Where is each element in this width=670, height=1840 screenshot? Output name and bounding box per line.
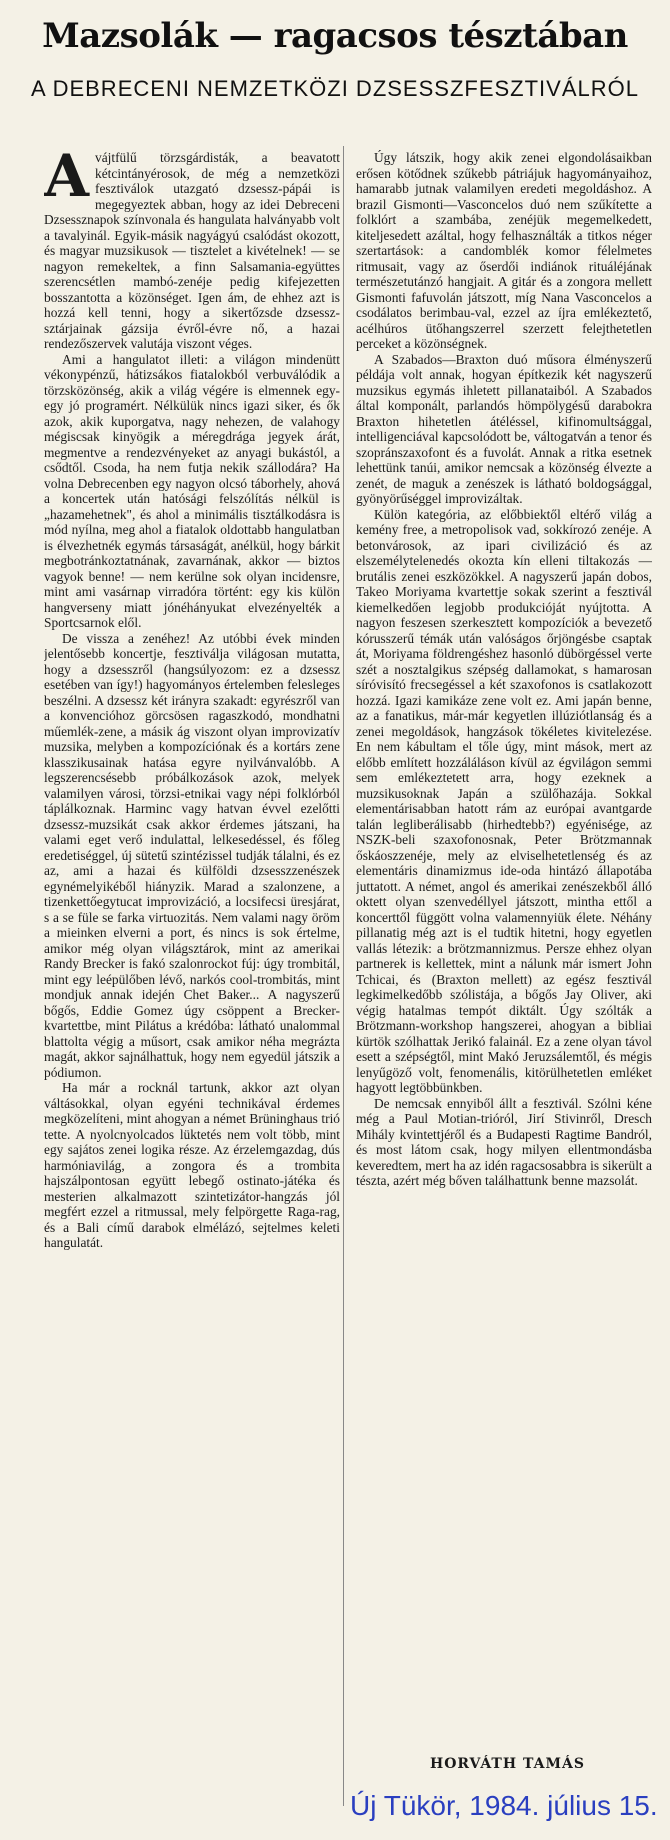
paragraph: De vissza a zenéhez! Az utóbbi évek minden jelentősebb koncertje, fesztiválja világosan mutatta, hogy a dzsesszről (hangsúlyozom: ez a dzsessz esetében van így!) hagyományos értelemben felesleges beszélni. A dzsessz két irányra szakadt: egyrészről van a konvencióhoz görcsösen ragaszkodó, mondhatni műemlék-zene, a másik ág viszont olyan improvizatív muzsika, melyben a kompozíciónak és a kortárs zene klasszikusainak hatása egyre nyilvánvalóbb. A legszerencsésebb próbálkozások azok, melyek valamilyen városi, törzsi-etnikai vagy népi folklórból táplálkoznak. Harminc vagy hatvan évvel ezelőtti dzsessz-muzsikát csak akkor érdemes játszani, ha valami eget verő indulattal, lelkesedéssel, és főleg eredetiséggel, új sütetű szintézissel tudják tálalni, és ez az, ami a hazai és külföldi dzsesszzenészek egynémelyikéből hiányzik. Marad a szalonzene, a tizenkettőegytucat improvizáció, a locsifecsi üresjárat, s a se füle se farka virtuozitás. Nem valami nagy öröm a mieinken elverni a port, és nincs is sok értelme, amikor még olyan világsztárok, mint az amerikai Randy Brecker is fakó szalonrockot fúj: úgy trombitál, mint egy leépülőben lévő, narkós cool-trombitás, mint mondjuk annak idején Chet Baker... A nagyszerű bőgős, Eddie Gomez úgy csöppent a Brecker-kvartettbe, mint Pilátus a krédóba: látható unalommal blattolta végig a műsort, csak amikor néha megrázta magát, akkor sajnálhattuk, hogy nem egyedül játszik a pódiumon. <box>44 630 340 1080</box>
paragraph: De nemcsak ennyiből állt a fesztivál. Szólni kéne még a Paul Motian-trióról, Jirí Stivinről, Dresch Mihály kvintettjéről és a Budapesti Ragtime Bandról, és most látom csak, hogy milyen ellentmondásba keveredtem, mert ha az idén ragacsosabbra is sikerült a tészta, azért még bőven találhattunk benne mazsolát. <box>356 1095 652 1188</box>
paragraph: Ami a hangulatot illeti: a világon mindenütt vékonypénzű, hátizsákos fiatalokból verbuválódik a törzsközönség, akik a világ végére is elmennek egy-egy jó programért. Nélkülük nincs igazi siker, és ők azok, akik kuporgatva, nagy nehezen, de valahogy mégiscsak kinyögik a méregdrága jegyek árát, megmentve a rendezvényeket az anyagi bukástól, a csődtől. Csoda, ha nem futja nekik szállodára? Ha volna Debrecenben egy nagyon olcsó táborhely, ahová a koncertek után hatósági felszólítás nélkül is „hazamehetnek", és ahol a minimális tisztálkodásra is mód nyílna, meg ahol a fiatalok oldottabb hangulatban is élvezhetnék egymás társaságát, anélkül, hogy bárkit megbotránkoztatnának, zavarnának, akkor — biztos vagyok benne! — nem kerülne sok olyan incidensre, mint ami vasárnap virradóra történt: egy kis külön hangverseny miatt jónéhányukat elvezényelték a Sportcsarnok elől. <box>44 351 340 630</box>
author-byline: HORVÁTH TAMÁS <box>430 1756 585 1772</box>
right-column <box>356 150 652 1810</box>
article-headline: Mazsolák — ragacsos tésztában <box>42 16 628 56</box>
paragraph: Külön kategória, az előbbiektől eltérő világ a kemény free, a metropolisok vad, sokkírozó zenéje. A betonvárosok, az ipari civilizáció és az elszemélytelenedés okozta kín elleni tiltakozás — brutális zenei eszközökkel. A nagyszerű japán dobos, Takeo Moriyama kvartettje sokak szerint a fesztivál kiemelkedően legjobb produkcióját nyújtotta. A nagyon feszesen szerkesztett kompozíciók a bevezető kórusszerű témák után valóságos őrjöngésbe csaptak át, Moriyama földrengéshez hasonló dübörgéssel verte szét a nosztalgikus szépség dallamokat, s hamarosan síróvisító frecsegéssel a két szaxofonos is csatlakozott hozzá. Igazi kamikáze zene volt ez. Ami japán benne, az a fanatikus, már-már kegyetlen illúziótlanság és a zenei megoldások, hangzások tökéletes kivitelezése. En nem kábultam el tőle úgy, mint mások, mert az előbb említett hozzáláláson kívül az égvilágon semmi sem emlékeztetett arra, hogy ezeknek a muzsikusoknak Japán a szülőhazája. Sokkal elementárisabban hatott rám az európai avantgarde talán legliberálisabb (hirhedtebb?) egyénisége, az NSZK-beli szaxofonosnak, Peter Brötzmannak őskáoszzenéje, mely az elviselhetetlenség és az elementáris dinamizmus ide-oda hintázó állapotába juttatott. A német, angol és amerikai zenészekből álló oktett olyan szenvedéllyel játszott, mintha ettől a koncerttől függött volna valamennyiük élete. Néhány pillanatig még azt is el tudtik hitetni, hogy egyetlen vallás létezik: a brötzmannizmus. Persze ehhez olyan partnerek is kellettek, mint a nálunk már ismert John Tchicai, és (Braxton mellett) az egész fesztivál legkimelkedőbb szólistája, a bőgős Jay Oliver, aki végig hatalmas tempót diktált. Úgy szólták a Brötzmann-workshop hangszerei, ahogyan a bibliai kürtök szólhattak Jerikó falainál. Ez a zene olyan távol esett a szépségtől, mint Makó Jeruzsálemtől, és mégis lenyűgöző volt, fenomenális, kitörülhetetlen emléket hagyott legtöbbünkben. <box>356 506 652 1095</box>
paragraph-text: vájtfülű törzsgárdisták, a beavatott kétcintányérosok, de még a nemzetközi fesztiválok utazgató dzsessz-pápái is megegyeztek abban, hogy az idei Debreceni Dzsessznapok színvonala és hangulata halványabb volt a tavalyinál. Egyik-másik nagyágyú csalódást okozott, és magyar muzsikusok — tisztelet a kivételnek! — se nagyon remekeltek, a finn Salsamania-együttes szerencsétlen mambó-zenéje pedig kifejezetten bosszantotta a közönséget. Igen ám, de ehhez azt is hozzá kell tenni, hogy a sikertőzsde dzsessz-sztárjainak gázsija évről-évre nő, a hazai rendezőszervek valutája viszont véges. <box>44 150 340 351</box>
paragraph: Úgy látszik, hogy akik zenei elgondolásaikban erősen kötődnek szűkebb pátriájuk hagyományaihoz, hamarabb jutnak valamilyen eredeti megoldáshoz. A brazil Gismonti—Vasconcelos duó nem szűkítette a folklórt a szambába, zenéjük megemelkedett, kiteljesedett azáltal, hogy felhasználták a titkos néger szertartások: a candomblék komor félelmetes ritmusait, vagy az őserdői indiánok rituáléjának természetutánzó hangjait. A gitár és a zongora mellett Gismonti fafuvolán játszott, míg Nana Vasconcelos a csodálatos berimbau-val, ezzel az íjra emlékeztető, acélhúros ütőhangszerrel szerzett felejthetetlen perceket a közönségnek. <box>356 150 652 351</box>
source-annotation: Új Tükör, 1984. július 15. <box>350 1790 658 1821</box>
article-subheadline: A DEBRECENI NEMZETKÖZI DZSESSZFESZTIVÁLRÓL <box>31 76 639 101</box>
paragraph: Ha már a rocknál tartunk, akkor azt olyan váltásokkal, olyan egyéni technikával érdemes megközelíteni, mint ahogyan a német Brüninghaus trió tette. A nyolcnyolcados lüktetés nem volt több, mint egy sajátos zenei logika része. Az érzelemgazdag, dús harmóniavilág, a zongora és a trombita hajszálpontosan együtt lebegő ostinato-játéka és mesterien alkalmazott szintetizátor-hangzás jól megfért ezzel a ritmussal, mely felpörgette Raga-rag, és a Bali című darabok elmélázó, sejtelmes keleti hangulatát. <box>44 1080 340 1250</box>
paragraph <box>44 150 340 352</box>
column-divider <box>343 146 344 1806</box>
paragraph: A Szabados—Braxton duó műsora élményszerű példája volt annak, hogyan építkezik két nagyszerű muzsikus egymás ihletett pillanataiból. A Szabados által komponált, parlandós hömpölygésű darabokra Braxton hihetetlen átéléssel, kifinomultsággal, intelligenciával kapcsolódott be, váltogatván a tenor és szopránszaxofont és a fuvolát. Annak a ritka esetnek lehettünk tanúi, amikor nemcsak a közönség élvezte a zenét, de maguk a zenészek is látható boldogsággal, gyönyörűséggel improvizáltak. <box>356 351 652 506</box>
drop-cap: A <box>44 150 90 210</box>
left-column <box>44 150 340 1810</box>
